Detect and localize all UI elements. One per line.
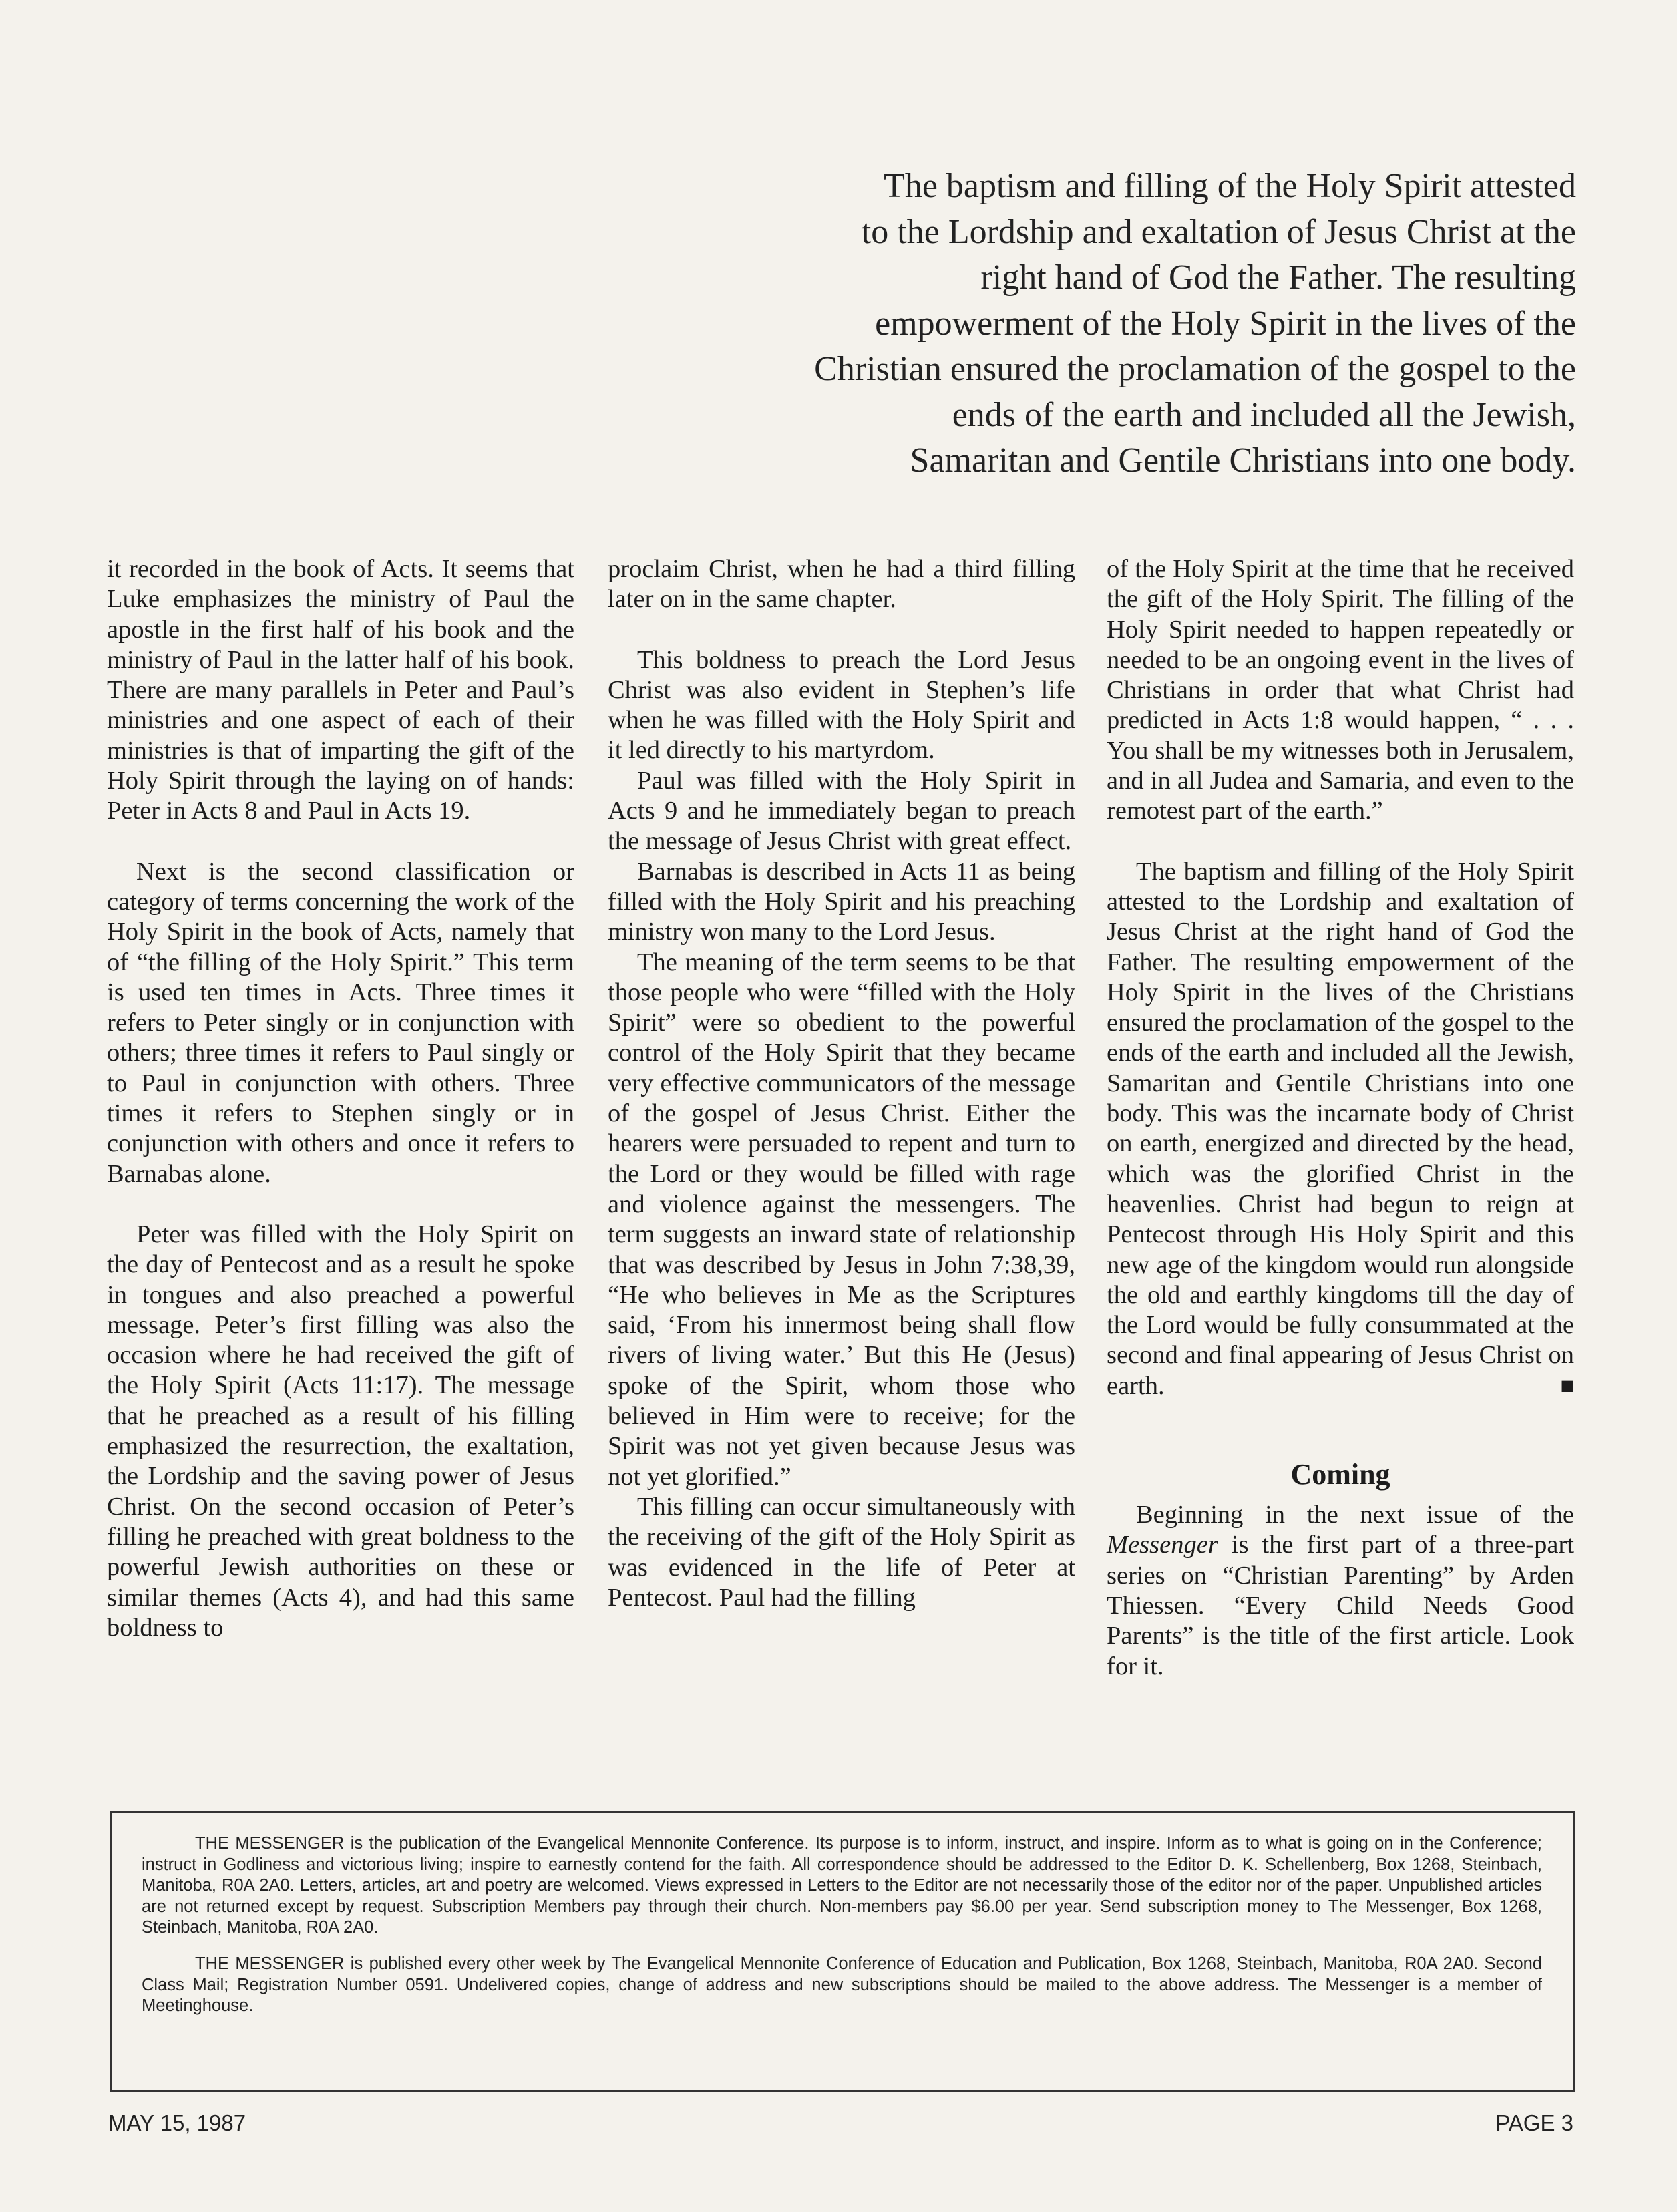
article-paragraph: of the Holy Spirit at the time that he received the gift of the Holy Spirit. The filling of the Holy Spirit needed to happen repeatedly or needed to be an ongoing event in the lives of Christians in order that what Christ had predicted in Acts 1:8 would happen, “ . . . You shall be my witnesses both in Jerusalem, and in all Judea and Samaria, and even to the remotest part of the earth.” <box>1107 555 1574 825</box>
article-paragraph: This boldness to preach the Lord Jesus Christ was also evident in Stephen’s life when he was filled with the Holy Spirit and it led directly to his martyrdom. <box>608 645 1075 765</box>
article-paragraph <box>1107 857 1574 1401</box>
coming-heading: Coming <box>1290 1458 1390 1491</box>
footer-date: MAY 15, 1987 <box>108 2110 246 2135</box>
pull-quote-line: ends of the earth and included all the Jewish, <box>952 395 1576 434</box>
end-of-article-mark: ■ <box>1560 1373 1574 1399</box>
coming-publication-name: Messenger <box>1107 1531 1218 1559</box>
article-paragraph: The meaning of the term seems to be that those people who were “filled with the Holy Spirit” were so obedient to the powerful control of the Holy Spirit that they became very effective communicators of the message of the gospel of Jesus Christ. Either the hearers were persuaded to repent and turn to the Lord or they would be filled with rage and violence against the messengers. The term suggests an inward state of relationship that was described by Jesus in John 7:38,39, “He who believes in Me as the Scriptures said, ‘From his innermost being shall flow rivers of living water.’ But this He (Jesus) spoke of the Spirit, whom those who believed in Him were to receive; for the Spirit was not yet given because Jesus was not yet glorified.” <box>608 948 1075 1491</box>
pull-quote-line: Christian ensured the proclamation of the gospel to the <box>814 350 1576 388</box>
footer-page-number: PAGE 3 <box>1495 2110 1573 2135</box>
pull-quote-line: to the Lordship and exaltation of Jesus Christ at the <box>861 212 1576 251</box>
article-paragraph: Next is the second classification or category of terms concerning the work of the Holy Spirit in the book of Acts, namely that of “the filling of the Holy Spirit.” This term is used ten times in Acts. Three times it refers to Peter singly or in conjunction with others; three times it refers to Paul singly or to Paul in conjunction with others. Three times it refers to Stephen singly or in conjunction with others and once it refers to Barnabas alone. <box>107 857 574 1188</box>
article-paragraph-text: The baptism and filling of the Holy Spirit attested to the Lordship and exaltation of Jesus Christ at the right hand of God the Father. The resulting empowerment of the Holy Spirit in the lives of the Christians ensured the proclamation of the gospel to the ends of the earth and included all the Jewish, Samaritan and Gentile Christians into one body. This was the incarnate body of Christ on earth, energized and directed by the head, which was the glorified Christ in the heavenlies. Christ had begun to reign at Pentecost through His Holy Spirit and this new age of the kingdom would run alongside the old and earthly kingdoms till the day of the Lord would be fully consummated at the second and final appearing of Jesus Christ on earth. <box>1107 857 1574 1400</box>
article-column-3 <box>1107 554 1574 1682</box>
pull-quote <box>588 164 1576 484</box>
article-paragraph: This filling can occur simultaneously with the receiving of the gift of the Holy Spirit as was evidenced in the life of Peter at Pentecost. Paul had the filling <box>608 1492 1075 1612</box>
article-column-2 <box>608 554 1075 1613</box>
coming-paragraph <box>1107 1500 1574 1682</box>
coming-text-after: is the first part of a three-part series on “Christian Parenting” by Arden Thiessen. “Every Child Needs Good Parents” is the title of the first article. Look for it. <box>1107 1531 1574 1680</box>
pull-quote-line: right hand of God the Father. The resulting <box>980 258 1576 297</box>
publication-info-box <box>110 1811 1575 2092</box>
article-paragraph: proclaim Christ, when he had a third filling later on in the same chapter. <box>608 555 1075 614</box>
article-paragraph: it recorded in the book of Acts. It seems that Luke emphasizes the ministry of Paul the apostle in the first half of his book and the ministry of Paul in the latter half of his book. There are many parallels in Peter and Paul’s ministries and one aspect of each of their ministries is that of imparting the gift of the Holy Spirit through the laying on of hands: Peter in Acts 8 and Paul in Acts 19. <box>107 555 574 825</box>
article-paragraph: Peter was filled with the Holy Spirit on the day of Pentecost and as a result he spoke in tongues and also preached a powerful message. Peter’s first filling was also the occasion where he had received the gift of the Holy Spirit (Acts 11:17). The message that he preached as a result of his filling emphasized the resurrection, the exaltation, the Lordship and the saving power of Jesus Christ. On the second occasion of Peter’s filling he preached with great boldness to the powerful Jewish authorities on these or similar themes (Acts 4), and had this same boldness to <box>107 1220 574 1642</box>
info-paragraph: THE MESSENGER is published every other week by The Evangelical Mennonite Conference of Education and Publication, Box 1268, Steinbach, Manitoba, R0A 2A0. Second Class Mail; Registration Number 0591. Undelivered copies, change of address and new subscriptions should be mailed to the above address. The Messenger is a member of Meetinghouse. <box>142 1954 1542 2016</box>
article-paragraph: Barnabas is described in Acts 11 as being filled with the Holy Spirit and his preaching ministry won many to the Lord Jesus. <box>608 857 1075 946</box>
pull-quote-line: empowerment of the Holy Spirit in the lives of the <box>875 304 1576 343</box>
article-paragraph: Paul was filled with the Holy Spirit in Acts 9 and he immediately began to preach the message of Jesus Christ with great effect. <box>608 766 1075 856</box>
pull-quote-line: Samaritan and Gentile Christians into one body. <box>910 441 1576 480</box>
info-paragraph: THE MESSENGER is the publication of the Evangelical Mennonite Conference. Its purpose is to inform, instruct, and inspire. Inform as to what is going on in the Conference; instruct in Godliness and victorious living; inspire to earnestly contend for the faith. All correspondence should be addressed to the Editor D. K. Schellenberg, Box 1268, Steinbach, Manitoba, R0A 2A0. Letters, articles, art and poetry are welcomed. Views expressed in Letters to the Editor are not necessarily those of the editor nor of the paper. Unpublished articles are not returned except by request. Subscription Members pay through their church. Non-members pay $6.00 per year. Send subscription money to The Messenger, Box 1268, Steinbach, Manitoba, R0A 2A0. <box>142 1834 1542 1938</box>
article-column-1 <box>107 554 574 1643</box>
pull-quote-line: The baptism and filling of the Holy Spirit attested <box>884 167 1576 205</box>
coming-text-before: Beginning in the next issue of the <box>1136 1501 1574 1529</box>
